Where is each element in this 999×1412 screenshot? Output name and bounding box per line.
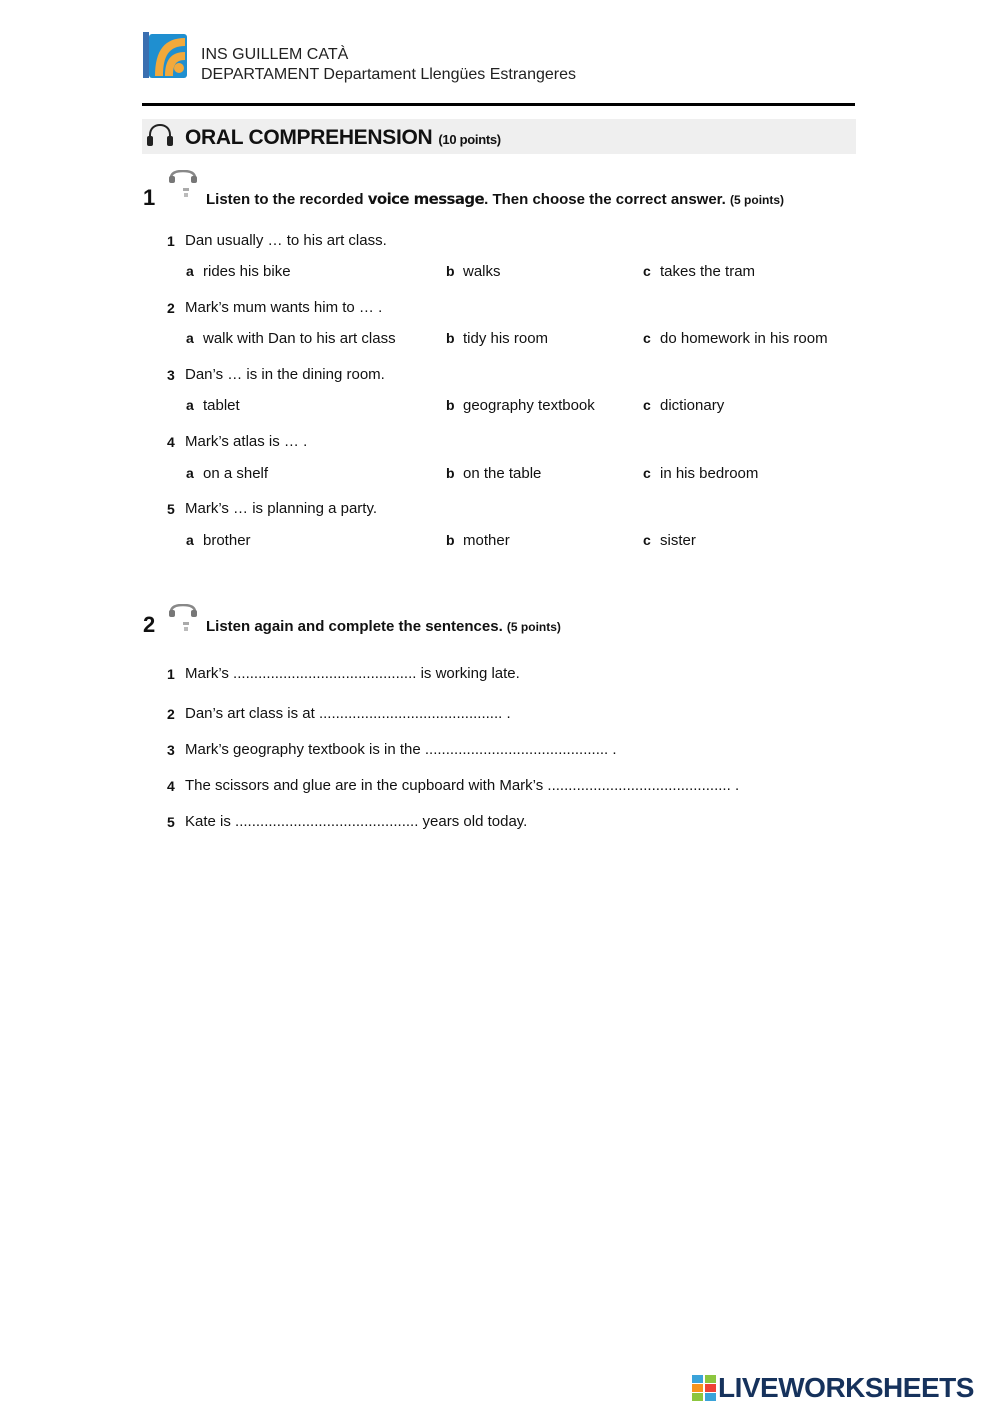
exercise-2-points: (5 points) [506,620,561,634]
option-b[interactable]: b geography textbook [446,397,595,414]
option-a[interactable]: a rides his bike [186,263,291,280]
question-text: Mark’s mum wants him to … . [185,299,383,316]
question-text: Mark’s … is planning a party. [185,500,378,517]
fill-in-sentence[interactable]: Mark’s geography textbook is in the ............................................ . [185,741,617,758]
fill-in-sentence[interactable]: Mark’s ............................................ is working late. [185,665,520,682]
headphones-icon [146,123,174,147]
exercise-1-points: (5 points) [730,193,785,207]
question-number: 5 [167,501,175,517]
exercise-2-number: 2 [143,612,156,637]
liveworksheets-brand [692,1374,974,1402]
item-number: 2 [167,706,175,722]
option-c[interactable]: c takes the tram [643,263,756,280]
option-a[interactable]: a on a shelf [186,465,269,482]
option-a[interactable]: a tablet [186,397,240,414]
fill-in-sentence[interactable]: The scissors and glue are in the cupboard with Mark’s ............................................ . [185,777,740,794]
option-b[interactable]: b mother [446,532,510,549]
instruction-highlight: voice message [367,190,485,208]
item-number: 3 [167,742,175,758]
section-points: (10 points) [438,132,501,147]
fill-in-sentence[interactable]: Kate is ............................................ years old today. [185,813,528,830]
option-a[interactable]: a walk with Dan to his art class [186,330,396,347]
question-number: 4 [167,434,175,450]
exercise-1-instruction: Listen to the recorded voice message. Then choose the correct answer. (5 points) [206,190,785,208]
header-divider [142,103,855,106]
fill-in-sentence[interactable]: Dan’s art class is at ............................................ . [185,705,511,722]
option-c[interactable]: c in his bedroom [643,465,759,482]
audio-track-icon [168,170,198,200]
section-title: ORAL COMPREHENSION (10 points) [185,126,501,149]
option-c[interactable]: c dictionary [643,397,725,414]
option-c[interactable]: c do homework in his room [643,330,828,347]
item-number: 4 [167,778,175,794]
option-b[interactable]: b on the table [446,465,542,482]
question-number: 1 [167,233,175,249]
department-name: DEPARTAMENT Departament Llengües Estrangeres [201,66,576,83]
option-b[interactable]: b tidy his room [446,330,549,347]
question-text: Dan usually … to his art class. [185,232,387,249]
question-text: Dan’s … is in the dining room. [185,366,385,383]
item-number: 1 [167,666,175,682]
item-number: 5 [167,814,175,830]
option-a[interactable]: a brother [186,532,251,549]
brand-tiles-icon [692,1375,716,1401]
question-number: 3 [167,367,175,383]
audio-track-icon [168,604,198,634]
exercise-1-number: 1 [143,185,156,210]
school-logo [143,30,187,80]
option-c[interactable]: c sister [643,532,696,549]
option-b[interactable]: b walks [446,263,501,280]
exercise-2-instruction: Listen again and complete the sentences. (5 points) [206,618,561,635]
brand-name: LIVEWORKSHEETS [718,1372,974,1403]
question-text: Mark’s atlas is … . [185,433,308,450]
question-number: 2 [167,300,175,316]
school-name: INS GUILLEM CATÀ [201,46,349,63]
